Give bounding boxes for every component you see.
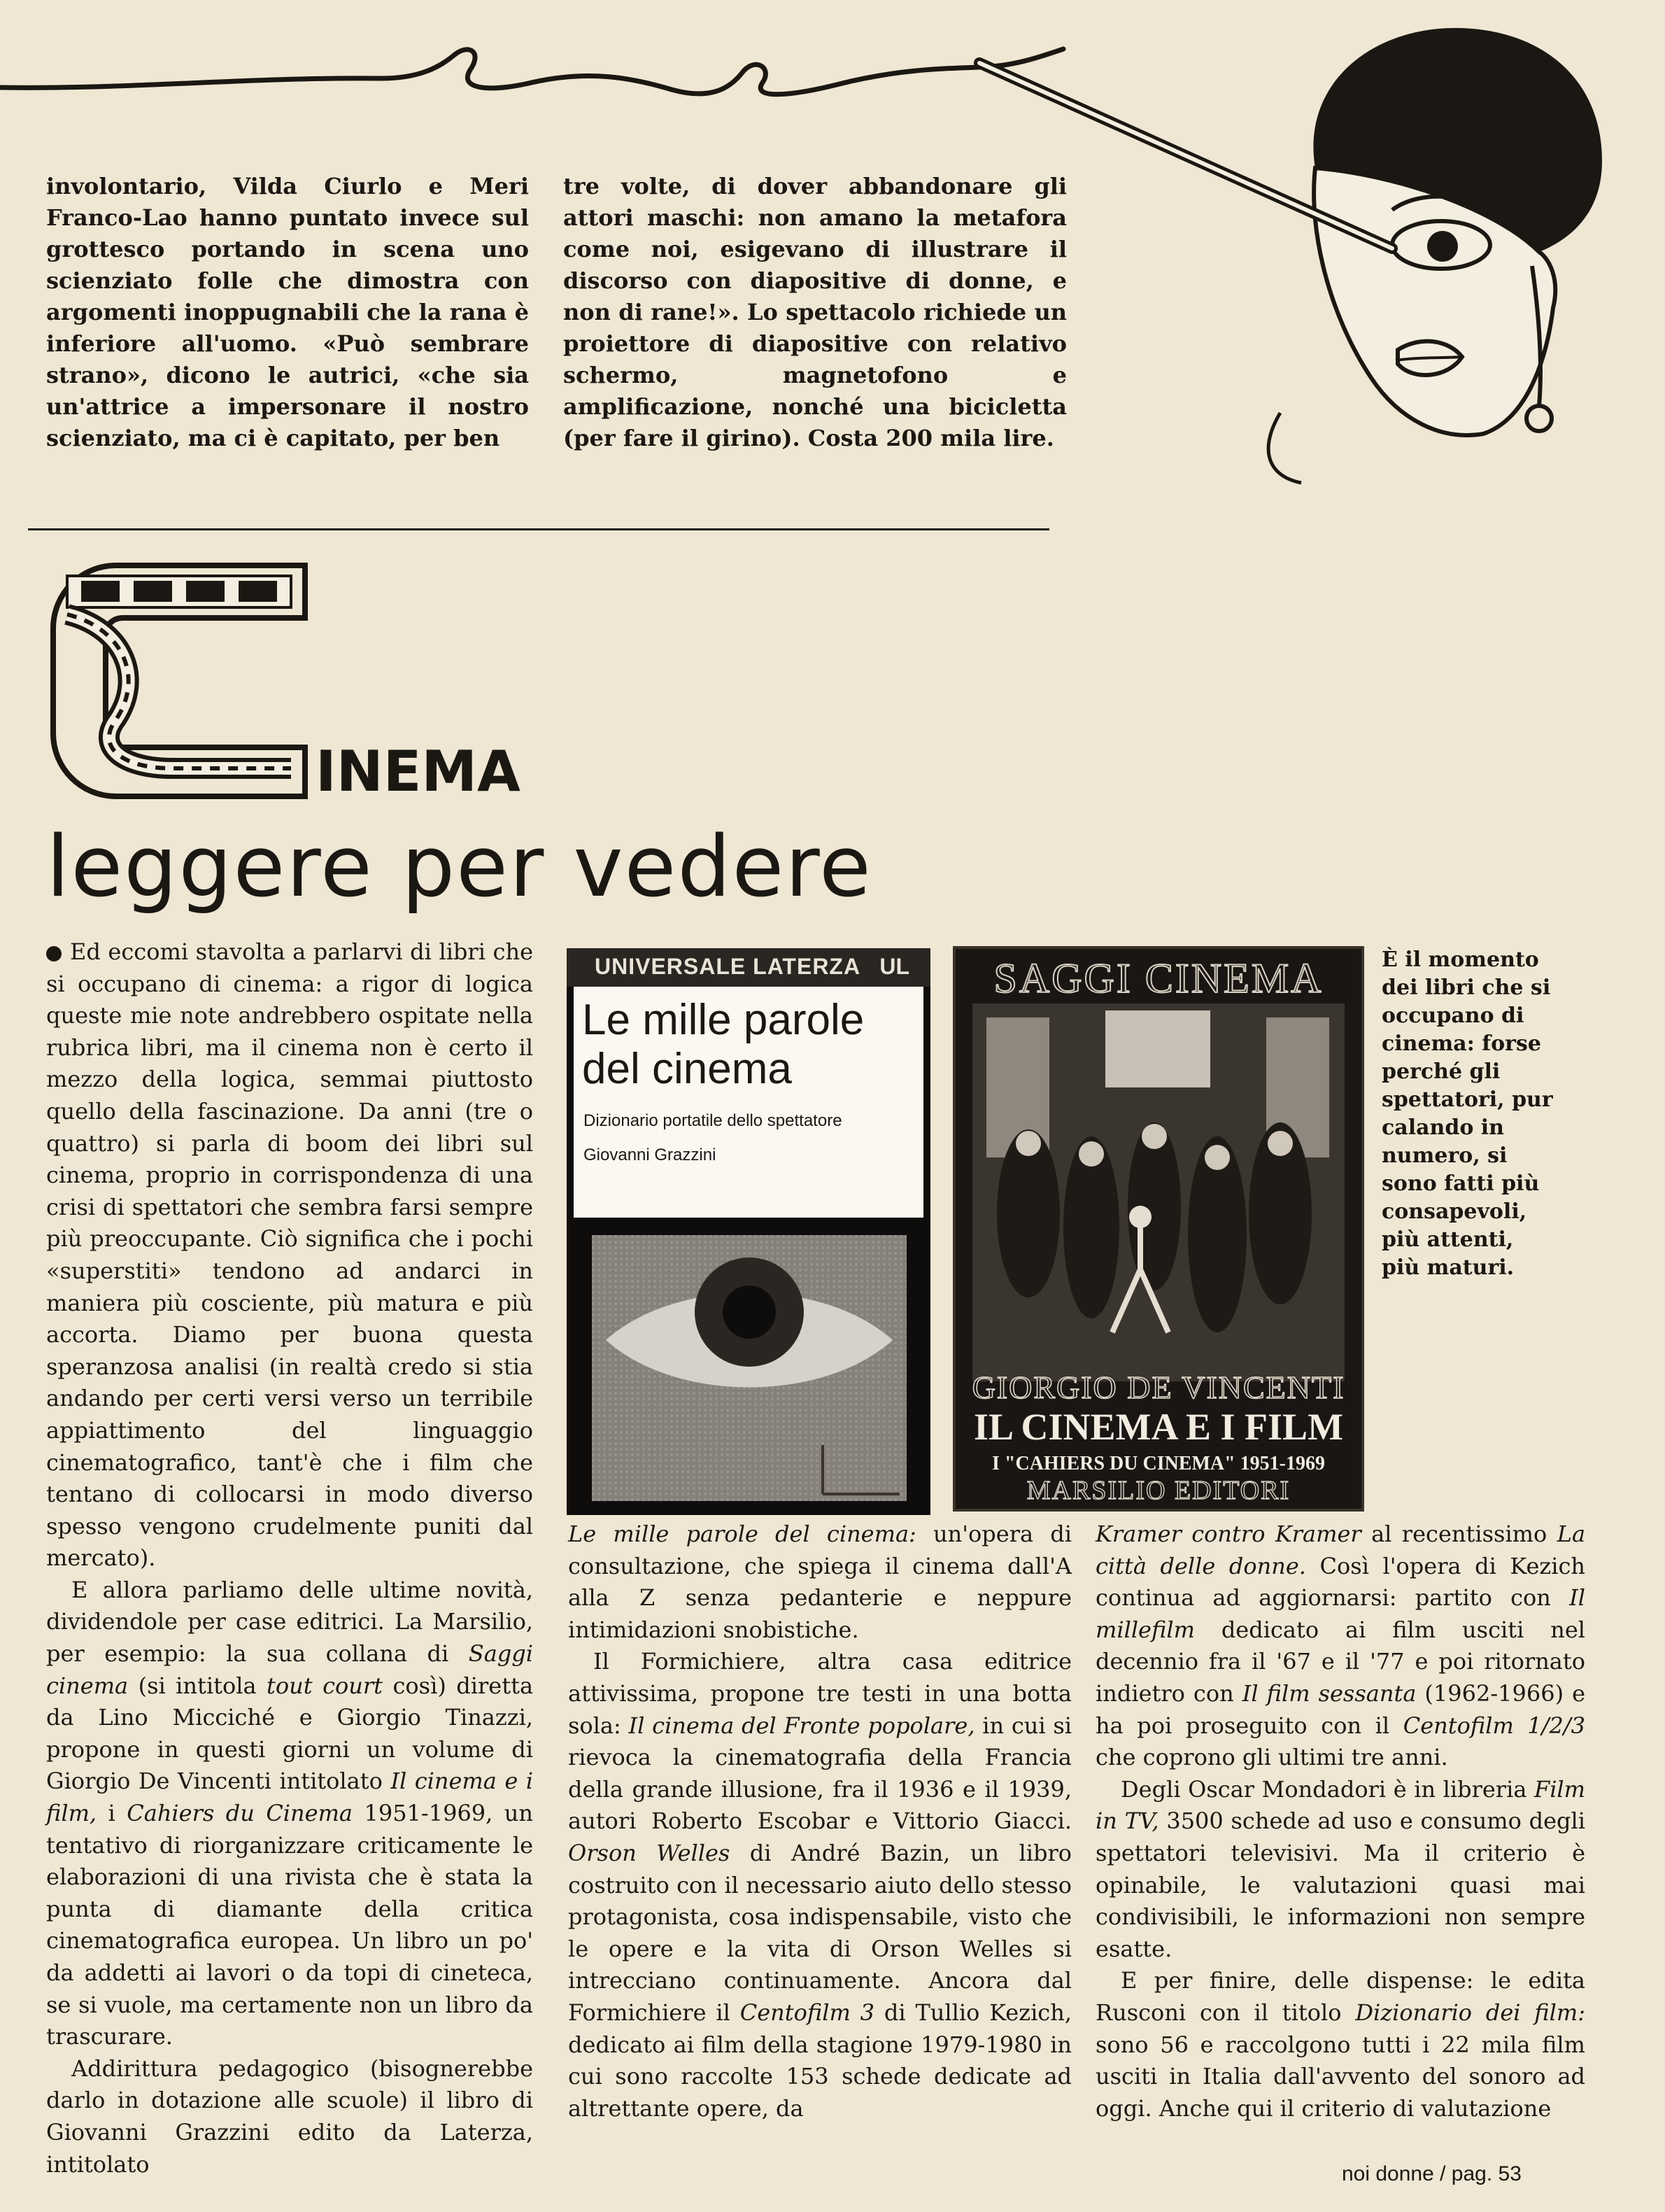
article-headline: leggere per vedere: [46, 819, 872, 916]
italic-phrase: tout court: [267, 1672, 383, 1699]
text-run: 1951-1969, un tentativo di riorganizzare criticamente le elaborazioni di una rivista che è stata la punta di diamante della critica cinematografica europea. Un libro un po' da addetti ai lavori o da topi di cineteca, se si vuole, ma certamente non un libro da trascurare.: [46, 1800, 534, 2050]
cover-series-band: [567, 948, 930, 987]
page-footer: [1342, 2162, 1522, 2186]
text-run: (si intitola: [128, 1672, 267, 1699]
cinema-logo-text: INEMA: [316, 739, 520, 803]
text-run: Il Formichiere, altra casa editrice attivissima, propone tre testi in una botta sola:: [568, 1648, 1072, 1739]
text-run: che coprono gli ultimi tre anni.: [1096, 1744, 1448, 1771]
cinema-section-logo: [39, 537, 599, 803]
body-paragraph-3: [46, 2053, 533, 2181]
book-title: Le mille parole del cinema:: [568, 1521, 916, 1547]
top-article-left-text: involontario, Vilda Ciurlo e Meri Franco-Lao hanno puntato invece sul grottesco portando in scena uno scienziato folle che dimostra con argomenti inoppugnabili che la rana è inferiore all'uomo. «Può sembrare strano», dicono le autrici, «che sia un'attrice a impersonare il nostro scienziato, ma ci è capitato, per ben: [46, 173, 529, 451]
body-column-2: [568, 1519, 1072, 2125]
body-paragraph-4: [568, 1646, 1072, 2125]
book-title: Orson Welles: [568, 1839, 730, 1866]
body-paragraph-6: [1096, 1965, 1585, 2125]
text-run: sono 56 e raccolgono tutti i 22 mila film usciti in Italia dall'avvento del sonoro ad oggi. Anche qui il criterio di valutazione: [1096, 2031, 1585, 2122]
body-paragraph-3-continued: [568, 1519, 1072, 1646]
text-run: Così l'opera di Kezich continua ad aggiornarsi: partito con: [1096, 1552, 1586, 1612]
cover-author: Giovanni Grazzini: [583, 1146, 716, 1164]
book-cover-marsilio: [953, 946, 1364, 1512]
section-divider: [28, 528, 1049, 530]
body-paragraph-2: [46, 1575, 533, 2053]
text-run: E allora parliamo delle ultime novità, dividendole per case editrici. La Marsilio, per esempio: la sua collana di: [46, 1576, 533, 1668]
cover-subtitle: I "CAHIERS DU CINEMA" 1951-1969: [992, 1453, 1325, 1474]
book-title: Dizionario dei film:: [1355, 1999, 1586, 2026]
text-run: (1962-1966) e ha poi proseguito con il: [1096, 1679, 1586, 1739]
book-series-title: Saggi cinema: [46, 1640, 533, 1699]
cover-series-suffix: UL: [879, 954, 909, 979]
text-run: di André Bazin, un libro costruito con il necessario aiuto dello stesso protagonista, cosa indispensabile, visto che le opere e la vita di Orson Welles si intrecciano continuamente. Ancora dal Formichiere il: [568, 1839, 1072, 2026]
text-run: i: [97, 1800, 127, 1827]
text-run: un'opera di consultazione, che spiega il cinema dall'A alla Z senza pedanterie e neppure intimidazioni snobistiche.: [568, 1521, 1072, 1643]
top-article-column-right: [563, 171, 1067, 454]
body-paragraph-1: [46, 936, 533, 1575]
image-caption: È il momento dei libri che si occupano di cinema: forse perché gli spettatori, pur calando in numero, si sono fatti più consapevoli, più attenti, più maturi.: [1382, 948, 1553, 1280]
magazine-title: Cahiers du Cinema: [127, 1800, 353, 1827]
cover-title: IL CINEMA E I FILM: [973, 1406, 1344, 1448]
cover-author: GIORGIO DE VINCENTI: [972, 1369, 1345, 1405]
body-paragraph-5: [1096, 1774, 1585, 1966]
book-title: Centofilm 1/2/3: [1403, 1712, 1586, 1739]
film-still-photo: [972, 1003, 1345, 1381]
page-number: / pag. 53: [1440, 2162, 1522, 2185]
top-article-right-text: tre volte, di dover abbandonare gli attori maschi: non amano la metafora come noi, esigevano di illustrare il discorso con diapositive di donne, e non di rane!». Lo spettacolo richiede un proiettore di diapositive con relativo schermo, magnetofono e amplificazione, nonché una bicicletta (per fare il girino). Costa 200 mila lire.: [563, 173, 1067, 451]
book-title: Il millefilm: [1096, 1584, 1585, 1643]
magazine-name: noi donne: [1342, 2162, 1434, 2185]
eye-icon: [592, 1235, 907, 1501]
cover-subtitle: Dizionario portatile dello spettatore: [583, 1111, 842, 1130]
cover-publisher: MARSILIO EDITORI: [1026, 1476, 1291, 1505]
text-run: in cui si rievoca la cinematografia della Francia della grande illusione, fra il 1936 e il 1939, autori Roberto Escobar e Vittorio Giacci.: [568, 1712, 1072, 1835]
text-run: così) diretta da Lino Micciché e Giorgio Tinazzi, propone in questi giorni un volume di Giorgio De Vincenti intitolato: [46, 1672, 534, 1795]
cover-title: Le mille parole del cinema: [582, 996, 865, 1093]
text-run: di Tullio Kezich, dedicato ai film della stagione 1979-1980 in cui sono raccolte 153 schede dedicate ad altrettante opere, da: [568, 1999, 1072, 2122]
book-title: Il cinema e i film,: [46, 1768, 534, 1827]
top-article-column-left: [46, 171, 529, 454]
text-run: dedicato ai film usciti nel decennio fra il '67 e il '77 e poi ritornato indietro con: [1096, 1616, 1585, 1707]
film-strip-icon: [67, 576, 291, 768]
body-paragraph-1-text: Ed eccomi stavolta a parlarvi di libri che si occupano di cinema: a rigor di logica queste mie note andrebbero ospitate nella rubrica libri, ma il cinema non è certo il mezzo della logica, semmai piuttosto quello della fascinazione. Da anni (tre o quattro) si parla di boom dei libri sul cinema, proprio in corrispondenza di una crisi di spettatori che sembra farsi sempre più preoccupante. Ciò significa che i pochi «superstiti» tendono ad andarci in maniera più cosciente, più matura e più accorta. Diamo per buona questa speranzosa analisi (in realtà credo si stia andando per certi versi verso un terribile appiattimento del linguaggio cinematografico, tant'è che i film che tentano di collocarsi in modo diverso spesso vengono crudelmente puniti dal mercato).: [46, 938, 533, 1572]
text-run: 3500 schede ad uso e consumo degli spettatori televisivi. Ma il criterio è opinabile, le valutazioni quasi mai condivisibili, le informazioni non sempre esatte.: [1096, 1808, 1586, 1962]
body-paragraph-4-continued: [1096, 1519, 1585, 1774]
book-title: Centofilm 3: [739, 1999, 875, 2026]
text-run: Addirittura pedagogico (bisognerebbe darlo in dotazione alle scuole) il libro di Giovanni Grazzini edito da Laterza, intitolato: [46, 2055, 533, 2178]
book-title: Film in TV,: [1096, 1775, 1585, 1835]
bullet-icon: [46, 946, 62, 961]
film-title: La città delle donne.: [1096, 1521, 1586, 1579]
text-run: E per finire, delle dispense: le edita Rusconi con il titolo: [1096, 1967, 1585, 2026]
book-title: Il film sessanta: [1242, 1679, 1417, 1707]
body-column-3: [1096, 1519, 1585, 2125]
film-title: Kramer contro Kramer: [1096, 1521, 1361, 1547]
book-cover-laterza: [567, 948, 930, 1515]
body-column-1: [46, 936, 533, 2181]
text-run: al recentissimo: [1361, 1521, 1557, 1547]
text-run: Degli Oscar Mondadori è in libreria: [1121, 1775, 1534, 1803]
cover-series-label: SAGGI CINEMA: [993, 955, 1324, 1001]
cover-series-label: UNIVERSALE LATERZA: [595, 954, 861, 979]
book-title: Il cinema del Fronte popolare,: [628, 1712, 975, 1739]
